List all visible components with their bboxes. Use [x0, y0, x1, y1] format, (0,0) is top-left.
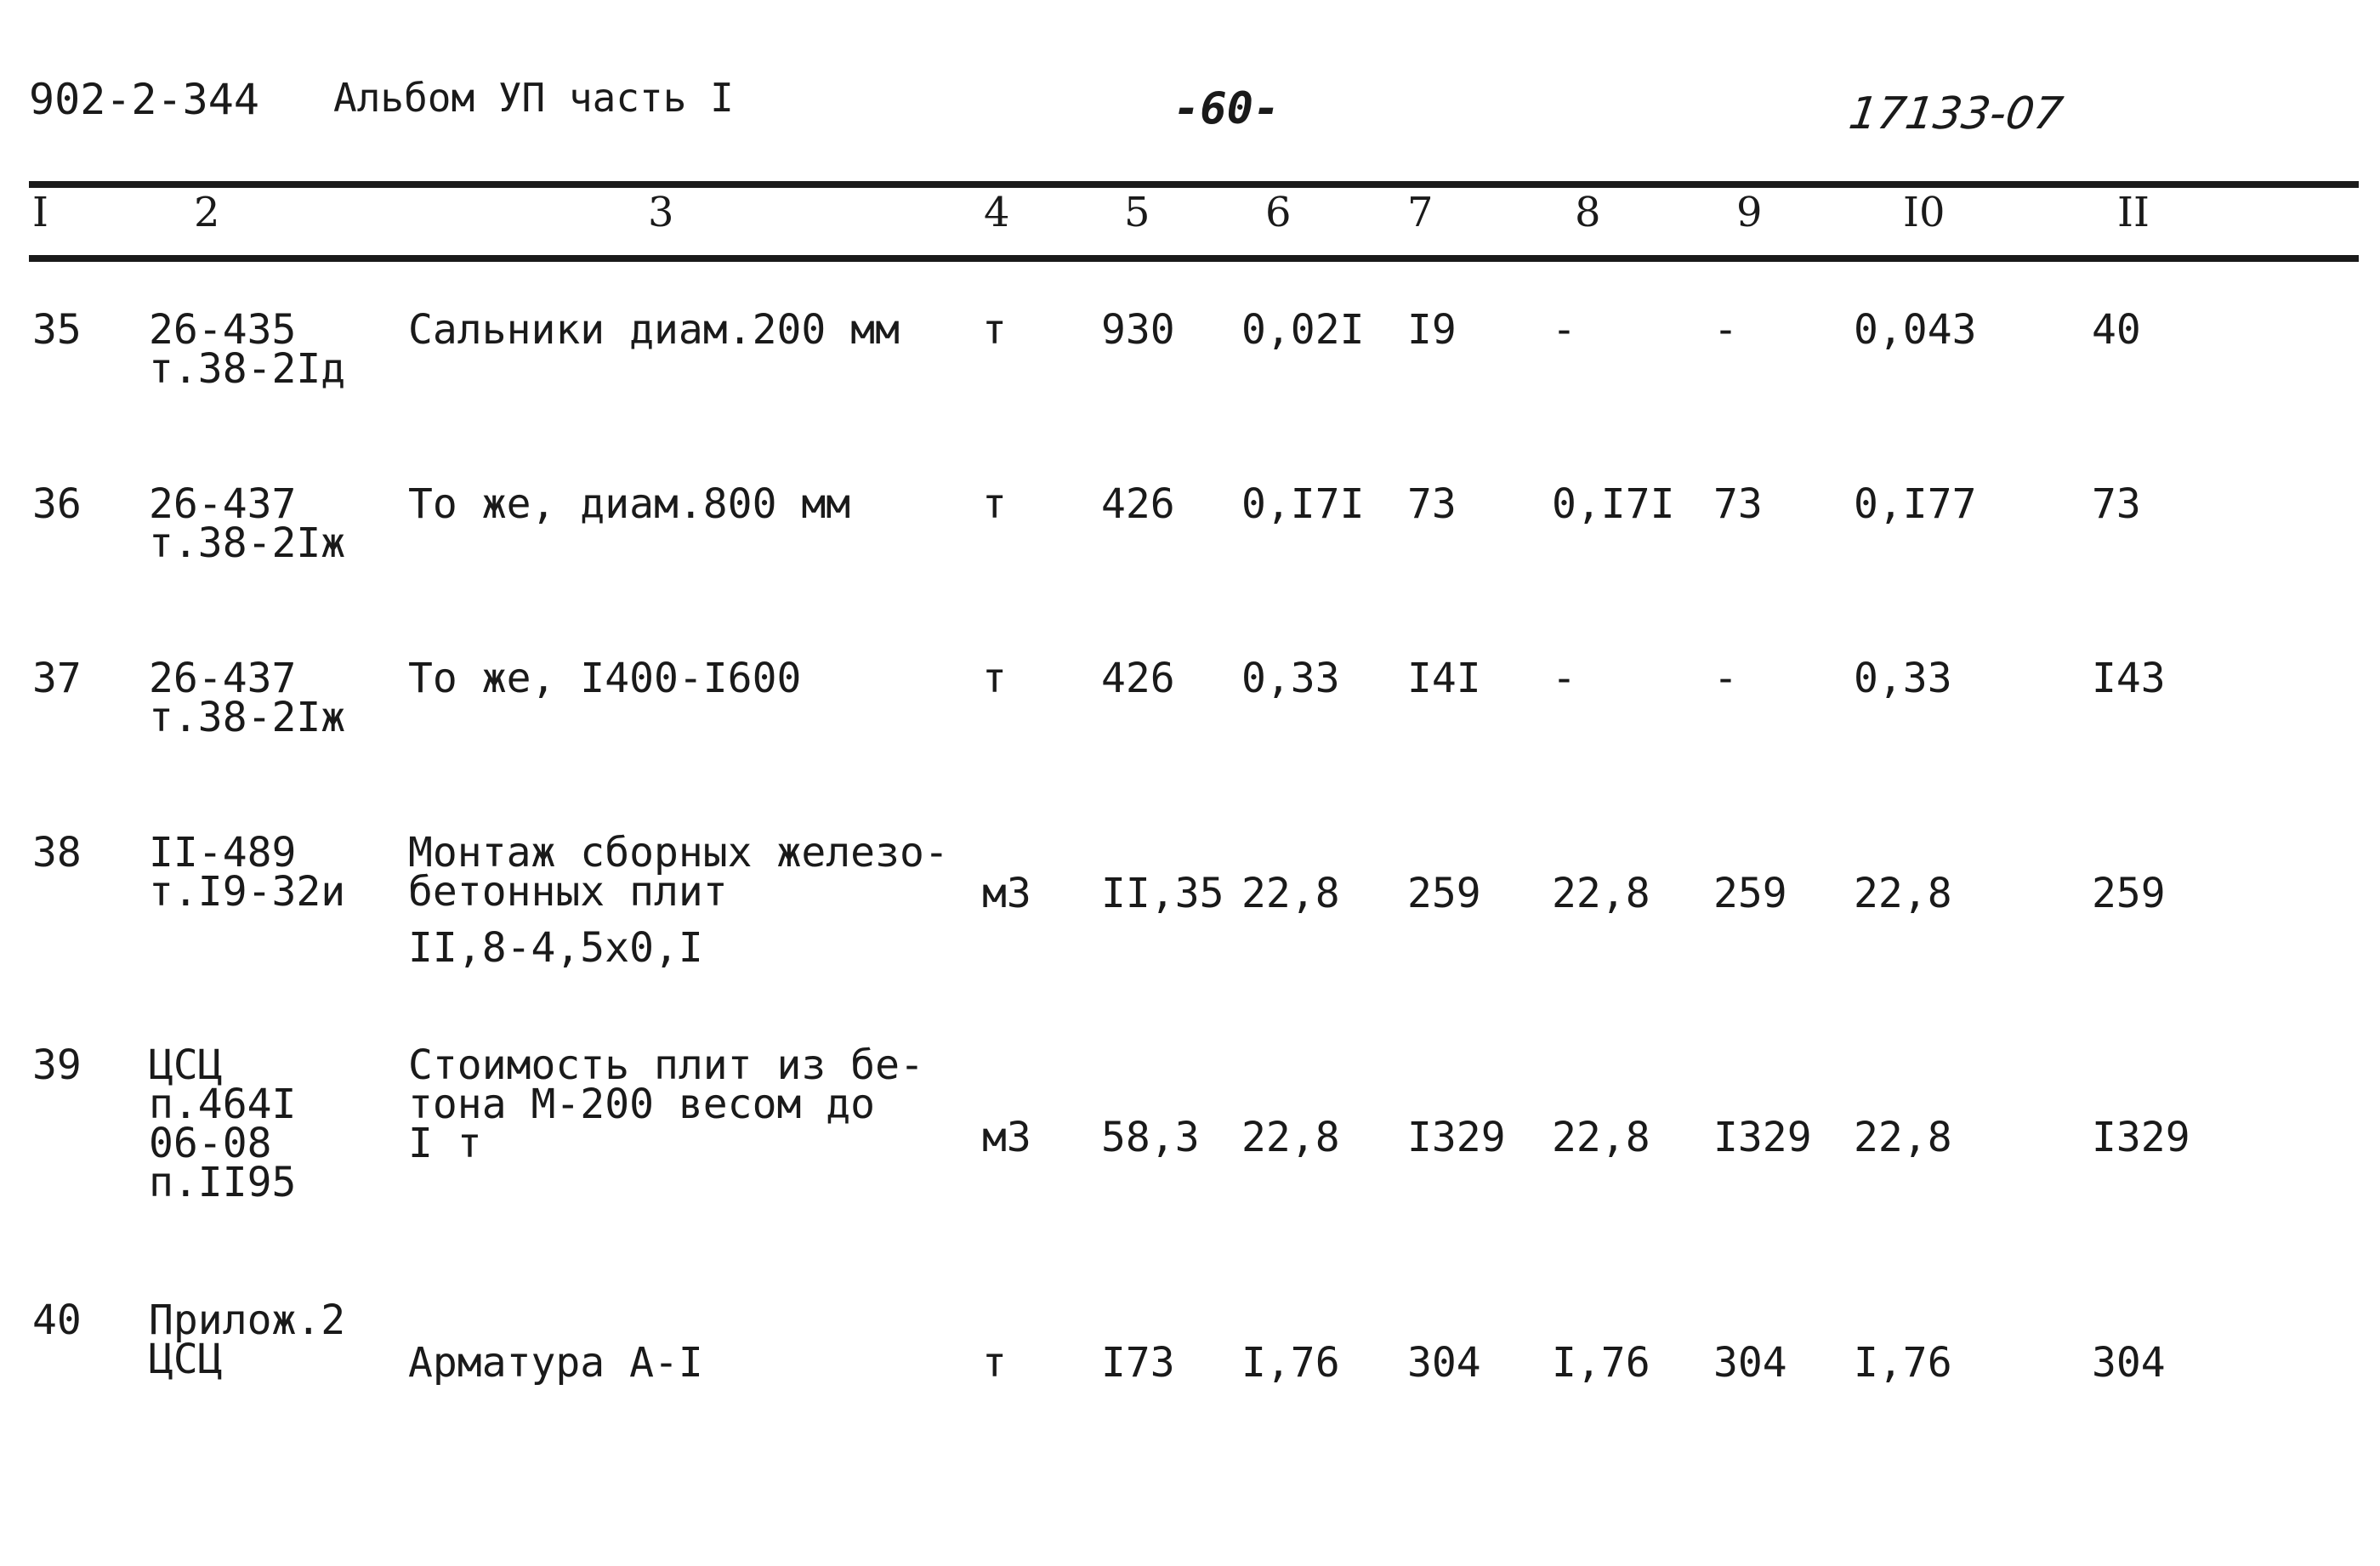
row-col-11: 304	[2092, 1339, 2166, 1387]
row-col-6: 22,8	[1241, 870, 1340, 917]
column-header-9: 9	[1736, 189, 1763, 236]
row-col-7: 73	[1407, 480, 1457, 528]
row-col-5: 426	[1101, 655, 1175, 702]
row-number: 37	[32, 655, 82, 702]
column-header-5: 5	[1124, 189, 1150, 236]
row-col-8: -	[1552, 306, 1576, 354]
row-col-9: -	[1713, 655, 1738, 702]
row-col-10: 22,8	[1854, 1114, 1952, 1161]
sheet-code: 17133-07	[1845, 88, 2066, 139]
row-col-7: 259	[1407, 870, 1481, 917]
row-unit: м3	[982, 870, 1031, 917]
row-col-11: I329	[2092, 1114, 2190, 1161]
column-header-7: 7	[1407, 189, 1434, 236]
album-title: Альбом УП часть I	[333, 75, 734, 121]
row-col-6: 0,02I	[1241, 306, 1365, 354]
row-number: 38	[32, 829, 82, 877]
row-col-6: 0,I7I	[1241, 480, 1365, 528]
row-description-dimensions: II,8-4,5x0,I	[408, 924, 703, 972]
row-col-9: -	[1713, 306, 1738, 354]
row-unit: т	[982, 1339, 1007, 1387]
row-col-9: 73	[1713, 480, 1763, 528]
row-reference: II-489 т.I9-32и	[149, 829, 346, 916]
row-col-6: I,76	[1241, 1339, 1340, 1387]
column-header-1: I	[32, 189, 48, 236]
row-col-5: I73	[1101, 1339, 1175, 1387]
row-col-10: I,76	[1854, 1339, 1952, 1387]
row-col-5: II,35	[1101, 870, 1224, 917]
row-col-8: 0,I7I	[1552, 480, 1675, 528]
column-header-2: 2	[194, 189, 220, 236]
row-unit: т	[982, 306, 1007, 354]
row-col-9: 259	[1713, 870, 1787, 917]
row-col-11: 259	[2092, 870, 2166, 917]
row-description: То же, диам.800 мм	[408, 480, 851, 528]
column-header-4: 4	[984, 189, 1010, 236]
row-number: 40	[32, 1296, 82, 1344]
row-description: Арматура А-I	[408, 1339, 703, 1387]
row-col-10: 0,33	[1854, 655, 1952, 702]
row-col-10: 22,8	[1854, 870, 1952, 917]
row-col-7: 304	[1407, 1339, 1481, 1387]
row-reference: ЦСЦ п.464I 06-08 п.II95	[149, 1041, 297, 1206]
column-header-11: II	[2117, 189, 2150, 236]
row-col-9: 304	[1713, 1339, 1787, 1387]
row-description: То же, I400-I600	[408, 655, 802, 702]
page-number: -60-	[1173, 83, 1281, 134]
column-header-6: 6	[1265, 189, 1292, 236]
row-col-11: 73	[2092, 480, 2141, 528]
row-reference: 26-437 т.38-2Iж	[149, 480, 346, 567]
row-col-9: I329	[1713, 1114, 1812, 1161]
row-col-5: 930	[1101, 306, 1175, 354]
column-header-10: I0	[1903, 189, 1945, 236]
row-col-10: 0,I77	[1854, 480, 1977, 528]
table-header-rule	[29, 255, 2359, 262]
column-header-8: 8	[1575, 189, 1601, 236]
row-unit: т	[982, 655, 1007, 702]
column-header-3: 3	[648, 189, 674, 236]
row-col-11: I43	[2092, 655, 2166, 702]
row-reference: Прилож.2 ЦСЦ	[149, 1296, 346, 1383]
row-col-7: I329	[1407, 1114, 1506, 1161]
row-col-10: 0,043	[1854, 306, 1977, 354]
row-description: Сальники диам.200 мм	[408, 306, 900, 354]
row-col-6: 22,8	[1241, 1114, 1340, 1161]
row-description: Стоимость плит из бе- тона М-200 весом до I т	[408, 1041, 924, 1167]
document-code: 902-2-344	[29, 75, 259, 124]
row-col-5: 58,3	[1101, 1114, 1200, 1161]
row-number: 36	[32, 480, 82, 528]
row-col-6: 0,33	[1241, 655, 1340, 702]
table-top-rule	[29, 181, 2359, 188]
row-reference: 26-437 т.38-2Iж	[149, 655, 346, 741]
row-col-8: -	[1552, 655, 1576, 702]
row-reference: 26-435 т.38-2Iд	[149, 306, 346, 393]
row-unit: т	[982, 480, 1007, 528]
row-number: 35	[32, 306, 82, 354]
row-unit: м3	[982, 1114, 1031, 1161]
row-col-11: 40	[2092, 306, 2141, 354]
row-description: Монтаж сборных железо- бетонных плит	[408, 829, 949, 916]
row-col-8: 22,8	[1552, 1114, 1650, 1161]
row-number: 39	[32, 1041, 82, 1089]
row-col-5: 426	[1101, 480, 1175, 528]
row-col-7: I4I	[1407, 655, 1481, 702]
row-col-8: I,76	[1552, 1339, 1650, 1387]
row-col-8: 22,8	[1552, 870, 1650, 917]
row-col-7: I9	[1407, 306, 1457, 354]
